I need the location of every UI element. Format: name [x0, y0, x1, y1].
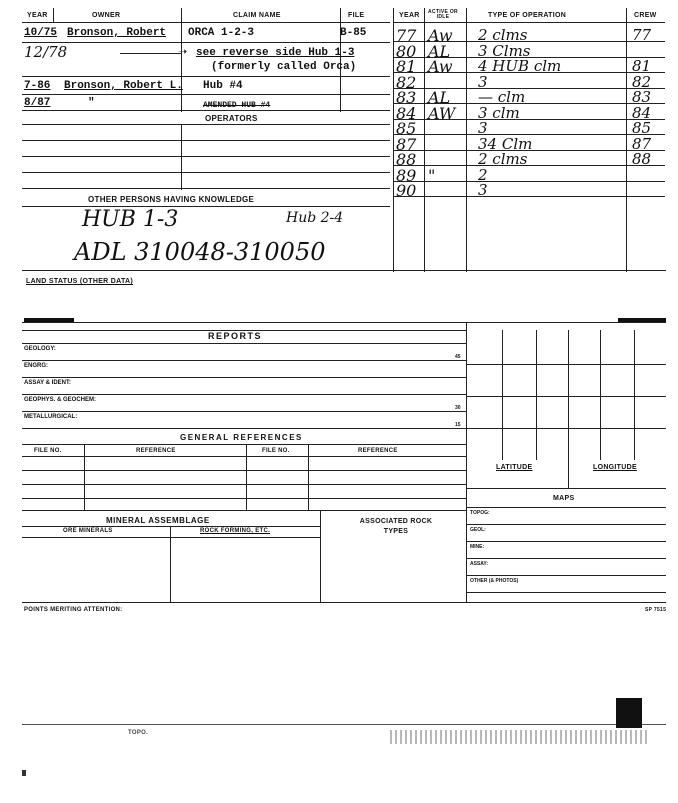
header-file: FILE	[348, 12, 365, 19]
map-item-label: OTHER (& PHOTOS)	[470, 578, 519, 584]
operation-type: 3	[478, 181, 488, 199]
operation-crew: 77	[632, 26, 652, 44]
operation-year: 83	[396, 88, 417, 107]
report-label: ASSAY & IDENT:	[24, 380, 72, 386]
owner-row-1-year: 10/75	[24, 27, 58, 39]
operation-type: 3	[478, 73, 488, 91]
operation-year: 85	[396, 119, 417, 138]
operation-year: 77	[396, 26, 417, 45]
owner-row-2-year: 12/78	[24, 43, 68, 61]
topo-mark: TOPO.	[128, 730, 149, 736]
header-year-2: YEAR	[399, 12, 420, 19]
owner-row-2-claim: see reverse side Hub 1-3	[196, 47, 355, 59]
general-references-title: GENERAL REFERENCES	[180, 433, 303, 442]
owner-row-4-owner: Bronson, Robert L.	[64, 80, 183, 92]
report-label: GEOLOGY:	[24, 346, 56, 352]
operation-type: 2 clms	[478, 26, 528, 44]
owner-row-5-owner: "	[88, 97, 95, 109]
operation-year: 87	[396, 135, 417, 154]
operation-type: 4 HUB clm	[478, 57, 562, 75]
owner-row-4-year: 7-86	[24, 80, 51, 92]
ref-col-file-no-2: FILE NO.	[262, 448, 290, 454]
owner-row-3-claim: (formerly called Orca)	[211, 61, 357, 73]
map-item-label: MINE:	[470, 544, 485, 550]
maps-title: MAPS	[553, 495, 575, 502]
operation-crew: 82	[632, 73, 652, 91]
operators-label: OPERATORS	[205, 114, 258, 123]
operation-status: AL	[428, 42, 451, 61]
owner-row-1-file: B-85	[340, 27, 367, 39]
operation-crew: 87	[632, 135, 652, 153]
operation-year: 88	[396, 150, 417, 169]
header-claim-name: CLAIM NAME	[233, 12, 281, 19]
operation-type: 3 clm	[478, 104, 520, 122]
operation-type: 3	[478, 119, 488, 137]
header-active-idle: ACTIVE OR IDLE	[428, 9, 458, 20]
operation-status: Aw	[428, 26, 453, 45]
note-hub-2-4: Hub 2-4	[286, 210, 344, 226]
operation-crew: 85	[632, 119, 652, 137]
operation-crew: 88	[632, 150, 652, 168]
report-label: METALLURGICAL:	[24, 414, 78, 420]
ore-minerals-label: ORE MINERALS	[63, 528, 113, 534]
operation-status: AW	[428, 104, 456, 123]
arrow-head-icon: ➝	[178, 46, 188, 58]
operation-year: 82	[396, 73, 417, 92]
note-adl-numbers: ADL 310048-310050	[74, 238, 326, 266]
operation-status: AL	[428, 88, 451, 107]
operation-crew: 84	[632, 104, 652, 122]
rock-forming-label: ROCK FORMING, ETC.	[200, 528, 271, 534]
header-crew: CREW	[634, 12, 657, 19]
header-type-of-operation: TYPE OF OPERATION	[488, 12, 567, 19]
ref-col-file-no-1: FILE NO.	[34, 448, 62, 454]
latitude-label: LATITUDE	[496, 464, 533, 471]
reports-title: REPORTS	[208, 331, 263, 341]
operation-year: 81	[396, 57, 417, 76]
operation-year: 80	[396, 42, 417, 61]
form-number: SP 7515	[645, 607, 667, 613]
note-hub-1-3: HUB 1-3	[82, 207, 179, 232]
owner-row-1-claim: ORCA 1-2-3	[188, 27, 255, 39]
operation-type: 2	[478, 166, 488, 184]
report-number: 30	[455, 405, 461, 411]
arrow-line	[120, 53, 182, 54]
mineral-assemblage-title: MINERAL ASSEMBLAGE	[106, 516, 210, 525]
report-number: 15	[455, 422, 461, 428]
report-number: 45	[455, 354, 461, 360]
owner-row-1-owner: Bronson, Robert	[67, 27, 167, 39]
owner-row-5-year: 8/87	[24, 97, 51, 109]
operation-year: 89	[396, 166, 417, 185]
associated-rock-types-label: ASSOCIATED ROCK TYPES	[359, 518, 433, 535]
header-year: YEAR	[27, 12, 48, 19]
points-meriting-label: POINTS MERITING ATTENTION:	[24, 607, 123, 613]
corner-mark	[22, 770, 26, 776]
operation-type: 34 Clm	[478, 135, 533, 153]
scan-noise	[390, 730, 650, 744]
report-label: ENGRG:	[24, 363, 48, 369]
land-status-label: LAND STATUS (OTHER DATA)	[26, 278, 134, 285]
map-item-label: TOPOG:	[470, 510, 490, 516]
operation-type: 3 Clms	[478, 42, 531, 60]
operation-type: 2 clms	[478, 150, 528, 168]
owner-row-4-claim: Hub #4	[203, 80, 243, 92]
longitude-label: LONGITUDE	[593, 464, 637, 471]
ref-col-reference-2: REFERENCE	[358, 448, 398, 454]
owner-row-5-claim: AMENDED HUB #4	[203, 101, 271, 110]
operation-crew: 83	[632, 88, 652, 106]
header-owner: OWNER	[92, 12, 121, 19]
scan-mark-bottom-right	[616, 698, 642, 728]
operation-status: "	[428, 166, 436, 185]
other-persons-label: OTHER PERSONS HAVING KNOWLEDGE	[88, 195, 255, 204]
operation-type: — clm	[478, 88, 526, 106]
report-label: GEOPHYS. & GEOCHEM:	[24, 397, 97, 403]
map-item-label: ASSAY:	[470, 561, 489, 567]
ref-col-reference-1: REFERENCE	[136, 448, 176, 454]
operation-status: Aw	[428, 57, 453, 76]
map-item-label: GEOL:	[470, 527, 486, 533]
operation-year: 90	[396, 181, 417, 200]
operation-crew: 81	[632, 57, 652, 75]
operation-year: 84	[396, 104, 417, 123]
